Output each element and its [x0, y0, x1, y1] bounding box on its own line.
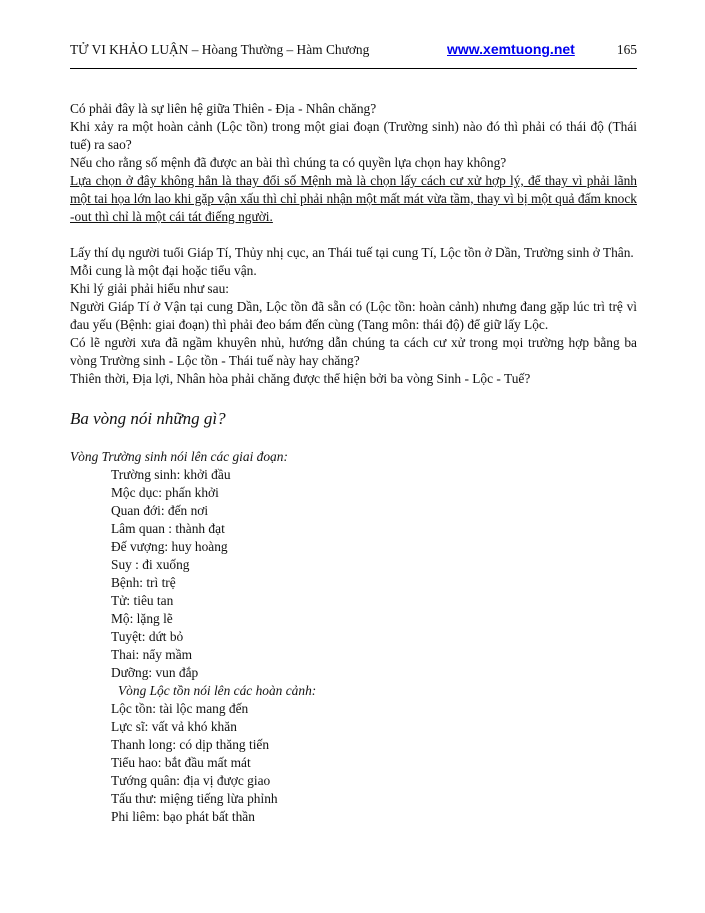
list-item: Lộc tồn: tài lộc mang đến [111, 701, 249, 716]
section-heading: Ba vòng nói những gì? [70, 409, 226, 428]
paragraph: Người Giáp Tí ở Vận tại cung Dần, Lộc tồn đã sẵn có (Lộc tồn: hoàn cảnh) nhưng đang gặp lúc trì trệ vì đau yếu (Bệnh: giai đoạn) thì phải đeo bám đến cùng (Tang môn: thái độ) để giữ lấy Lộc. [70, 299, 637, 332]
list-item: Mộ: lặng lẽ [111, 611, 173, 626]
list-item: Dưỡng: vun đắp [111, 665, 199, 680]
truong-sinh-list [70, 466, 637, 682]
page-number: 165 [616, 42, 637, 57]
page-header [70, 42, 637, 62]
list-item: Bệnh: trì trệ [111, 575, 176, 590]
list-item: Mộc dục: phấn khởi [111, 485, 219, 500]
paragraph: Khi lý giải phải hiểu như sau: [70, 281, 229, 296]
paragraph: Thiên thời, Địa lợi, Nhân hòa phải chăng được thể hiện bởi ba vòng Sinh - Lộc - Tuế? [70, 371, 531, 386]
list-item: Lâm quan : thành đạt [111, 521, 225, 536]
list-item: Phi liêm: bạo phát bất thần [111, 809, 255, 824]
list-item: Trường sinh: khởi đầu [111, 467, 231, 482]
list-item: Tuyệt: dứt bỏ [111, 629, 184, 644]
paragraph: Có phải đây là sự liên hệ giữa Thiên - Địa - Nhân chăng? [70, 101, 377, 116]
paragraph: Mỗi cung là một đại hoặc tiểu vận. [70, 263, 257, 278]
page-body [70, 100, 637, 826]
website-link[interactable]: www.xemtuong.net [447, 41, 575, 57]
paragraph: Lấy thí dụ người tuổi Giáp Tí, Thủy nhị cục, an Thái tuế tại cung Tí, Lộc tồn ở Dần, Trường sinh ở Thân. [70, 245, 634, 260]
truong-sinh-label: Vòng Trường sinh nói lên các giai đoạn: [70, 449, 288, 464]
paragraph: Có lẽ người xưa đã ngầm khuyên nhủ, hướng dẫn chúng ta cách cư xử trong mọi trường hợp bằng ba vòng Trường sinh - Lộc tồn - Thái tuế này hay chăng? [70, 335, 637, 368]
paragraph: Khi xảy ra một hoàn cảnh (Lộc tồn) trong một giai đoạn (Trường sinh) nào đó thì phải có thái độ (Thái tuế) ra sao? [70, 119, 637, 152]
list-item: Tử: tiêu tan [111, 593, 174, 608]
loc-ton-label: Vòng Lộc tồn nói lên các hoàn cảnh: [118, 683, 317, 698]
list-item: Thanh long: có dịp thăng tiến [111, 737, 270, 752]
list-item: Tấu thư: miệng tiếng lừa phỉnh [111, 791, 278, 806]
list-item: Suy : đi xuống [111, 557, 190, 572]
header-rule [70, 68, 637, 69]
list-item: Tiểu hao: bắt đầu mất mát [111, 755, 251, 770]
list-item: Quan đới: đến nơi [111, 503, 209, 518]
underlined-paragraph: Lựa chọn ở đây không hẳn là thay đổi số Mệnh mà là chọn lấy cách cư xử hợp lý, để thay vì phải lãnh một tai họa lớn lao khi gặp vận xấu thì chỉ phải nhận một mất mát vừa tầm, thay vì bị một quả đấm knock -out thì chỉ là một cái tát điếng người. [70, 173, 637, 224]
list-item: Đế vượng: huy hoàng [111, 539, 228, 554]
paragraph: Nếu cho rằng số mệnh đã được an bài thì chúng ta có quyền lựa chọn hay không? [70, 155, 507, 170]
loc-ton-list [70, 700, 637, 826]
list-item: Lực sĩ: vất vả khó khăn [111, 719, 237, 734]
book-title: TỬ VI KHẢO LUẬN – Hòang Thường – Hàm Chương [70, 42, 370, 57]
list-item: Tướng quân: địa vị được giao [111, 773, 271, 788]
list-item: Thai: nẩy mầm [111, 647, 193, 662]
